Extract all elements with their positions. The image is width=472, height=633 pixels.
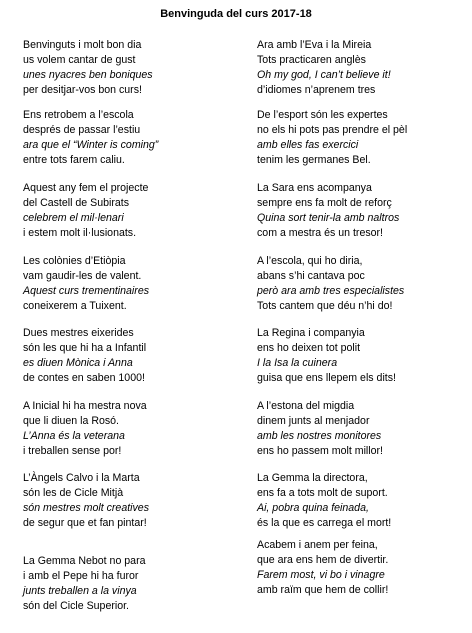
poem-line: per desitjar-vos bon curs! — [23, 84, 142, 96]
poem-line: guisa que ens llepem els dits! — [257, 372, 396, 384]
poem-line: és la que es carrega el mort! — [257, 517, 392, 529]
poem-line: L’Anna és la veterana — [23, 430, 125, 442]
poem-line: ara que el “Winter is coming” — [23, 139, 159, 151]
poem-line: Tots cantem que déu n’hi do! — [257, 300, 393, 312]
poem-line: La Regina i companyia — [257, 327, 365, 339]
poem-line: Oh my god, I can’t believe it! — [257, 69, 391, 81]
poem-line: que ara ens hem de divertir. — [257, 554, 389, 566]
poem-line: L’Àngels Calvo i la Marta — [23, 472, 140, 484]
stanza — [23, 554, 238, 614]
poem-line: De l’esport són les expertes — [257, 109, 388, 121]
stanza — [257, 38, 472, 98]
poem-line: entre tots farem caliu. — [23, 154, 125, 166]
poem-line: abans s’hi cantava poc — [257, 270, 365, 282]
poem-line: es diuen Mònica i Anna — [23, 357, 133, 369]
poem-line: Dues mestres eixerides — [23, 327, 134, 339]
poem-line: que li diuen la Rosó. — [23, 415, 119, 427]
stanza — [23, 326, 238, 386]
poem-line: de segur que et fan pintar! — [23, 517, 147, 529]
poem-line: tenim les germanes Bel. — [257, 154, 371, 166]
poem-line: d’idiomes n’aprenem tres — [257, 84, 376, 96]
page-title: Benvinguda del curs 2017-18 — [160, 8, 312, 20]
poem-line: Acabem i anem per feina, — [257, 539, 378, 551]
poem-line: Les colònies d’Etiòpia — [23, 255, 126, 267]
poem-line: A l’escola, qui ho diria, — [257, 255, 363, 267]
poem-line: Farem most, vi bo i vinagre — [257, 569, 385, 581]
poem-line: del Castell de Subirats — [23, 197, 129, 209]
stanza — [257, 399, 472, 459]
poem-line: La Gemma la directora, — [257, 472, 368, 484]
stanza — [23, 254, 238, 314]
poem-line: A l’estona del migdia — [257, 400, 355, 412]
stanza — [257, 108, 472, 168]
poem-line: coneixerem a Tuixent. — [23, 300, 127, 312]
poem-line: Tots practicaren anglès — [257, 54, 366, 66]
poem-line: junts treballen a la vinya — [23, 585, 137, 597]
poem-line: dinem junts al menjador — [257, 415, 370, 427]
poem-line: Ens retrobem a l’escola — [23, 109, 134, 121]
stanza — [257, 471, 472, 531]
poem-line: Benvinguts i molt bon dia — [23, 39, 142, 51]
poem-line: vam gaudir-les de valent. — [23, 270, 142, 282]
stanza — [257, 181, 472, 241]
poem-line: ens fa a tots molt de suport. — [257, 487, 388, 499]
poem-line: són mestres molt creatives — [23, 502, 149, 514]
poem-line: Aquest any fem el projecte — [23, 182, 149, 194]
poem-line: són del Cicle Superior. — [23, 600, 129, 612]
poem-line: són les de Cicle Mitjà — [23, 487, 124, 499]
poem-line: i amb el Pepe hi ha furor — [23, 570, 139, 582]
poem-line: no els hi pots pas prendre el pèl — [257, 124, 408, 136]
poem-line: La Sara ens acompanya — [257, 182, 372, 194]
poem-line: I la Isa la cuinera — [257, 357, 338, 369]
poem-line: però ara amb tres especialistes — [257, 285, 405, 297]
poem-line: amb elles fas exercici — [257, 139, 359, 151]
poem-line: celebrem el mil·lenari — [23, 212, 124, 224]
poem-line: amb raïm que hem de collir! — [257, 584, 389, 596]
poem-line: unes nyacres ben boniques — [23, 69, 153, 81]
poem-line: us volem cantar de gust — [23, 54, 136, 66]
stanza — [23, 399, 238, 459]
poem-line: i treballen sense por! — [23, 445, 122, 457]
stanza — [23, 108, 238, 168]
poem-line: Ai, pobra quina feinada, — [257, 502, 369, 514]
poem-line: com a mestra és un tresor! — [257, 227, 383, 239]
poem-line: Aquest curs trementinaires — [23, 285, 150, 297]
poem-line: Quina sort tenir-la amb naltros — [257, 212, 400, 224]
stanza — [23, 38, 238, 98]
stanza — [257, 538, 472, 598]
poem-line: amb les nostres monitores — [257, 430, 382, 442]
poem-line: de contes en saben 1000! — [23, 372, 145, 384]
poem-line: sempre ens fa molt de reforç — [257, 197, 392, 209]
poem-line: i estem molt il·lusionats. — [23, 227, 137, 239]
poem-line: després de passar l’estiu — [23, 124, 141, 136]
stanza — [257, 254, 472, 314]
poem-line: ens ho passem molt millor! — [257, 445, 383, 457]
stanza — [257, 326, 472, 386]
poem-line: A Inicial hi ha mestra nova — [23, 400, 147, 412]
poem-line: La Gemma Nebot no para — [23, 555, 146, 567]
poem-line: Ara amb l’Eva i la Mireia — [257, 39, 372, 51]
poem-line: són les que hi ha a Infantil — [23, 342, 147, 354]
stanza — [23, 181, 238, 241]
poem-line: ens ho deixen tot polit — [257, 342, 361, 354]
stanza — [23, 471, 238, 531]
